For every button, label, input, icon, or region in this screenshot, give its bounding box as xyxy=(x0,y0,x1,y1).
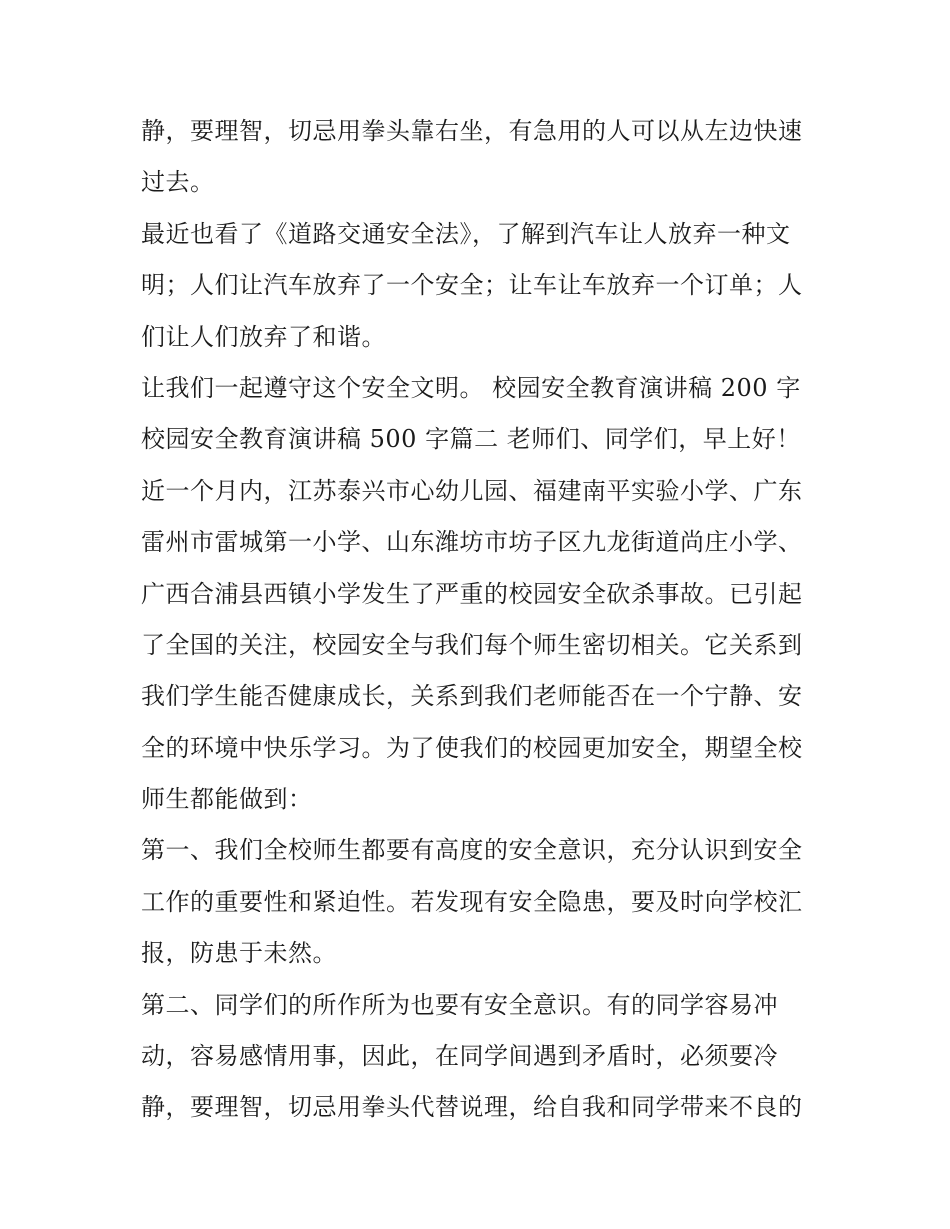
text-line: 过去。 xyxy=(141,168,215,197)
text-line: 近一个月内，江苏泰兴市心幼儿园、福建南平实验小学、广东 xyxy=(141,476,803,505)
text-line: 全的环境中快乐学习。为了使我们的校园更加安全，期望全校 xyxy=(141,733,803,762)
text-line: 校园安全教育演讲稿 500 字篇二 老师们、同学们，早上好！ xyxy=(141,425,801,454)
text-line: 师生都能做到： xyxy=(141,785,313,814)
text-line: 我们学生能否健康成长，关系到我们老师能否在一个宁静、安 xyxy=(141,682,803,711)
text-line: 工作的重要性和紧迫性。若发现有安全隐患，要及时向学校汇 xyxy=(141,887,803,916)
text-line: 雷州市雷城第一小学、山东潍坊市坊子区九龙街道尚庄小学、 xyxy=(141,528,803,557)
text-line: 让我们一起遵守这个安全文明。 校园安全教育演讲稿 200 字 xyxy=(141,373,801,402)
text-line: 第一、我们全校师生都要有高度的安全意识，充分认识到安全 xyxy=(141,836,803,865)
document-body xyxy=(141,106,821,1134)
text-line: 静，要理智，切忌用拳头靠右坐，有急用的人可以从左边快速 xyxy=(141,117,803,145)
text-line: 动，容易感情用事，因此，在同学间遇到矛盾时，必须要冷 xyxy=(141,1042,778,1071)
text-line: 报，防患于未然。 xyxy=(141,939,337,968)
text-line: 们让人们放弃了和谐。 xyxy=(141,322,386,351)
text-line: 广西合浦县西镇小学发生了严重的校园安全砍杀事故。已引起 xyxy=(141,579,803,608)
text-line: 第二、同学们的所作所为也要有安全意识。有的同学容易冲 xyxy=(141,990,778,1019)
text-line: 了全国的关注，校园安全与我们每个师生密切相关。它关系到 xyxy=(141,630,803,659)
text-line: 最近也看了《道路交通安全法》，了解到汽车让人放弃一种文 xyxy=(141,219,791,248)
text-line: 明；人们让汽车放弃了一个安全；让车让车放弃一个订单；人 xyxy=(141,271,803,300)
text-line: 静，要理智，切忌用拳头代替说理，给自我和同学带来不良的 xyxy=(141,1093,803,1122)
